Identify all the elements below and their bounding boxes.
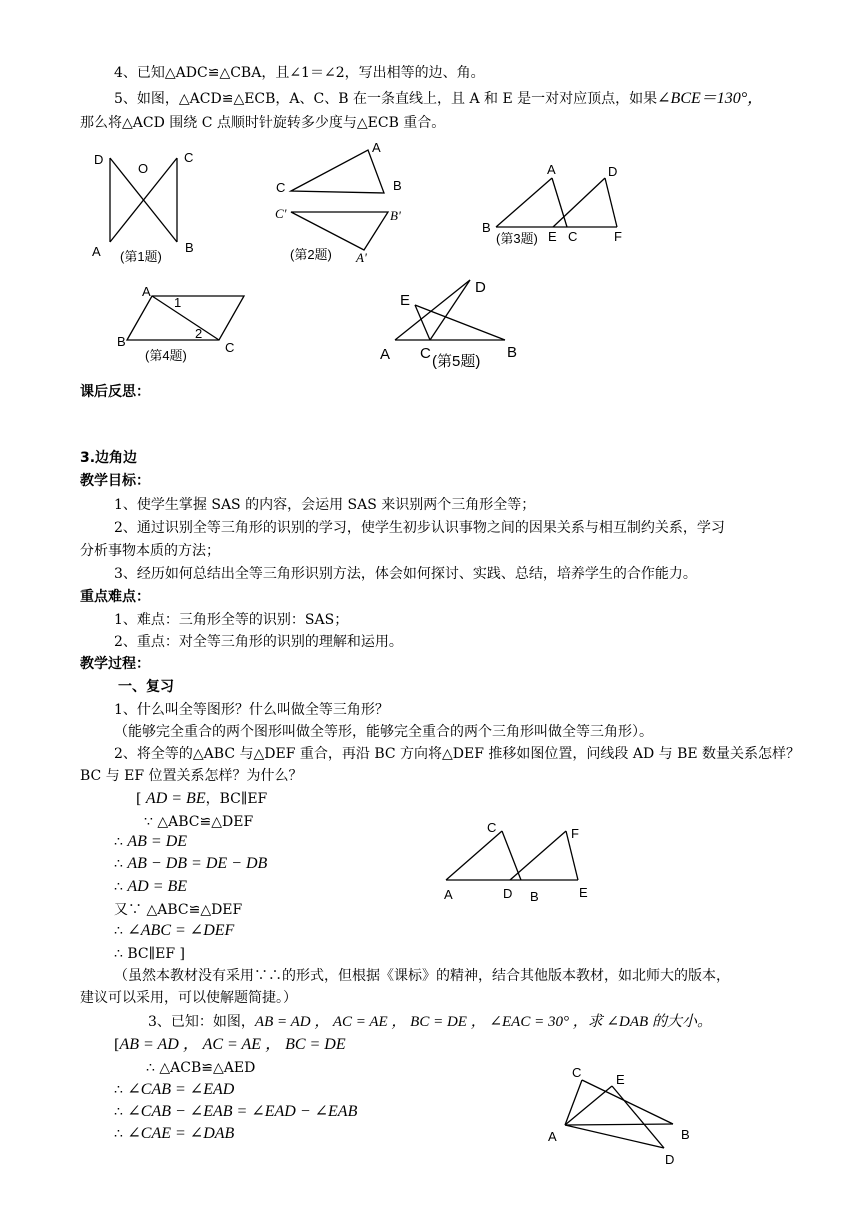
fig3-label-A: A: [547, 162, 556, 177]
proof3-math-5: ∠CAE = ∠DAB: [127, 1125, 235, 1142]
fig2-label-A-prime: A': [356, 250, 367, 265]
section-title: 3.边角边: [80, 450, 138, 466]
proof3-line-2: [146, 1059, 255, 1077]
fig4-label-1: 1: [174, 295, 182, 310]
fig3-label-B: B: [482, 220, 491, 235]
review-q3-math: AB = AD ， AC = AE ， BC = DE ， ∠EAC = 30° ，求 ∠DAB 的大小。: [254, 1014, 712, 1030]
goal-3: 3、经历如何总结出全等三角形识别方法，体会如何探讨、实践、总结，培养学生的合作能力。: [114, 566, 697, 582]
proof3-line-4: [114, 1103, 357, 1121]
review3-label-B: B: [681, 1127, 690, 1142]
proof2-prefix-4: ∴: [114, 856, 123, 872]
fig4-label-C: C: [225, 340, 235, 355]
proof3-prefix-3: ∴: [114, 1082, 123, 1098]
proof2-line-8: [114, 945, 185, 963]
review-a1: （能够完全重合的两个图形叫做全等形，能够完全重合的两个三角形叫做全等三角形）。: [114, 724, 653, 740]
proof2-line-6: [114, 901, 242, 919]
fig1-label-D: D: [94, 152, 104, 167]
fig3-caption: (第3题): [496, 231, 538, 246]
proof3-line-5: [114, 1125, 234, 1143]
review-q2-line1: 2、将全等的△ABC 与△DEF 重合，再沿 BC 方向将△DEF 推移如图位置，问线段 AD 与 BE 数量关系怎样？: [114, 746, 801, 762]
fig5-label-E: E: [400, 292, 411, 309]
proof3-prefix-4: ∴: [114, 1104, 123, 1120]
review-q1: 1、什么叫全等图形？什么叫做全等三角形？: [114, 702, 389, 718]
note-line2: 建议可以采用，可以使解题简捷。）: [80, 990, 297, 1006]
review2-label-D: D: [503, 886, 513, 901]
proof2-math-4: AB − DB = DE − DB: [127, 855, 268, 872]
proof2-math-7: ∠ABC = ∠DEF: [127, 922, 235, 939]
fig3-label-F: F: [614, 229, 622, 244]
key-1: 1、难点：三角形全等的识别：SAS；: [114, 612, 349, 628]
fig1-label-C: C: [184, 150, 194, 165]
proof2-prefix-2: ∵: [144, 814, 153, 830]
proof3-prefix-5: ∴: [114, 1126, 123, 1142]
proof2-math-3: AB = DE: [127, 833, 188, 850]
figure-4: [127, 296, 244, 340]
key-2: 2、重点：对全等三角形的识别的理解和运用。: [114, 634, 403, 650]
fig5-label-D: D: [475, 279, 486, 296]
review-q3: [148, 1013, 712, 1031]
proof2-text-6: △ABC≌△DEF: [146, 902, 243, 918]
proof3-line-3: [114, 1081, 234, 1099]
proof2-prefix-5: ∴: [114, 879, 123, 895]
proof3-math-3: ∠CAB = ∠EAD: [127, 1081, 235, 1098]
review-q2-line2: BC 与 EF 位置关系怎样？为什么？: [80, 768, 303, 784]
fig3-label-C: C: [568, 229, 578, 244]
review2-label-E: E: [579, 885, 588, 900]
fig1-label-O: O: [138, 161, 149, 176]
fig2-caption: (第2题): [290, 247, 332, 262]
proof2-text-8: BC∥EF ]: [127, 946, 185, 962]
fig2-label-B-prime: B': [390, 208, 401, 223]
goal-2-line2: 分析事物本质的方法；: [80, 543, 220, 559]
figure-review-3: [565, 1080, 673, 1148]
review-heading: 一、复习: [118, 679, 174, 695]
proof2-prefix-8: ∴: [114, 946, 123, 962]
exercise-4: 4、已知△ADC≌△CBA，且∠1＝∠2，写出相等的边、角。: [114, 65, 485, 81]
review2-label-F: F: [571, 826, 579, 841]
proof2-line-2: [144, 813, 253, 831]
proof2-text-1: ，BC∥EF: [205, 791, 268, 807]
fig3-label-E: E: [548, 229, 557, 244]
fig1-label-B: B: [185, 240, 194, 255]
proof2-line-5: [114, 878, 187, 896]
exercise-5-line2: 那么将△ACD 围绕 C 点顺时针旋转多少度与△ECB 重合。: [80, 115, 446, 131]
figure-review-2: [446, 831, 578, 880]
proof3-math-1: AB = AD ， AC = AE ， BC = DE: [119, 1036, 346, 1053]
proof2-text-2: △ABC≌△DEF: [157, 814, 254, 830]
figure-2: [291, 150, 388, 250]
fig4-caption: (第4题): [145, 348, 187, 363]
review3-label-C: C: [572, 1065, 582, 1080]
goal-2-line1: 2、通过识别全等三角形的识别的学习，使学生初步认识事物之间的因果关系与相互制约关系，学习: [114, 520, 725, 536]
fig4-label-A: A: [142, 284, 151, 299]
proof2-math-5: AD = BE: [127, 878, 188, 895]
review2-label-B: B: [530, 889, 539, 904]
note-line1: （虽然本教材没有采用∵∴的形式，但根据《课标》的精神，结合其他版本教材，如北师大的版本，: [114, 968, 730, 984]
proof2-line-4: [114, 855, 267, 873]
review2-label-A: A: [444, 887, 453, 902]
goals-heading: 教学目标：: [80, 473, 150, 489]
fig2-label-C: C: [276, 180, 286, 195]
proof2-prefix-6: 又∵: [114, 902, 142, 918]
fig2-label-C-prime: C': [275, 206, 287, 221]
proof2-prefix-7: ∴: [114, 923, 123, 939]
proof3-prefix-2: ∴: [146, 1060, 155, 1076]
process-heading: 教学过程：: [80, 656, 150, 672]
fig1-label-A: A: [92, 244, 101, 259]
fig2-label-B: B: [393, 178, 402, 193]
review2-label-C: C: [487, 820, 497, 835]
review3-label-E: E: [616, 1072, 625, 1087]
fig5-label-C: C: [420, 345, 431, 362]
review3-label-A: A: [548, 1129, 557, 1144]
review3-label-D: D: [665, 1152, 675, 1167]
proof3-prefix-1: [: [114, 1037, 120, 1053]
fig2-label-A: A: [372, 140, 381, 155]
key-heading: 重点难点：: [80, 589, 150, 605]
proof2-prefix-1: [: [136, 791, 142, 807]
exercise-5-math: ∠BCE＝130°，: [657, 90, 764, 107]
proof2-prefix-3: ∴: [114, 834, 123, 850]
exercise-5-text: 5、如图，△ACD≌△ECB，A、C、B 在一条直线上，且 A 和 E 是一对对应顶点，如果: [114, 91, 658, 107]
proof3-line-1: [114, 1036, 346, 1054]
fig5-label-B: B: [507, 344, 518, 361]
fig4-label-B: B: [117, 334, 126, 349]
proof3-math-4: ∠CAB − ∠EAB = ∠EAD − ∠EAB: [127, 1103, 358, 1120]
fig3-label-D: D: [608, 164, 618, 179]
fig4-label-2: 2: [195, 326, 203, 341]
review-q3-text: 3、已知：如图，: [148, 1014, 255, 1030]
proof2-math-1: AD = BE: [145, 790, 206, 807]
proof2-line-7: [114, 922, 234, 940]
figure-3: [496, 178, 617, 227]
fig5-label-A: A: [380, 346, 391, 363]
proof3-text-2: △ACB≌△AED: [159, 1060, 256, 1076]
fig1-caption: (第1题): [120, 249, 162, 264]
reflection-heading: 课后反思：: [80, 384, 150, 400]
fig5-caption: (第5题): [432, 353, 481, 370]
figure-5: [395, 280, 505, 340]
proof2-line-3: [114, 833, 187, 851]
proof2-line-1: [136, 790, 267, 808]
goal-1: 1、使学生掌握 SAS 的内容，会运用 SAS 来识别两个三角形全等；: [114, 497, 536, 513]
